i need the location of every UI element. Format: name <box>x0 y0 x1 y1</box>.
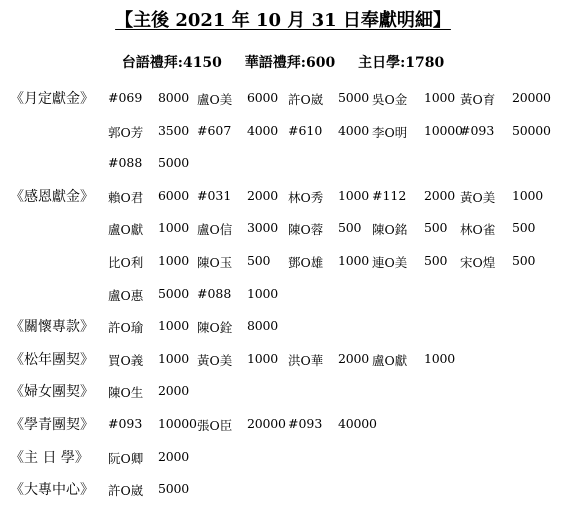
donor-name: 陳O生 <box>108 385 144 401</box>
donor-name: #112 <box>372 187 407 203</box>
donation-amount: 10000 <box>424 122 463 138</box>
stat-taiwanese-service: 台語禮拜:4150 <box>121 55 222 71</box>
donation-amount: 3000 <box>247 220 279 236</box>
donor-name: #069 <box>108 90 143 105</box>
donor-name: 宋O煌 <box>460 255 496 270</box>
donation-amount: 1000 <box>158 318 190 334</box>
donation-amount: 20000 <box>247 416 286 431</box>
offering-line <box>0 88 566 108</box>
donor-name: #607 <box>197 122 232 138</box>
donation-amount: 8000 <box>158 90 190 105</box>
donation-amount: 6000 <box>247 90 279 105</box>
donation-amount: 1000 <box>512 187 544 203</box>
donation-amount: 6000 <box>158 187 190 203</box>
donor-name: #088 <box>108 155 143 171</box>
donation-amount: 5000 <box>158 155 190 171</box>
category-label: 《學青團契》 <box>10 417 94 433</box>
offering-line <box>0 153 566 173</box>
donation-amount: 500 <box>247 253 271 268</box>
offering-line <box>0 316 566 336</box>
donor-name: #093 <box>460 122 495 138</box>
donor-name: 黃O美 <box>197 352 233 368</box>
donation-amount: 1000 <box>424 350 456 366</box>
donor-name: #093 <box>108 416 143 431</box>
donation-amount: 8000 <box>247 318 279 334</box>
donor-name: 阮O卿 <box>108 450 144 466</box>
donation-amount: 5000 <box>158 481 190 497</box>
category-label: 《婦女團契》 <box>10 384 94 401</box>
donation-amount: 3500 <box>158 122 190 138</box>
donor-name: 盧O獻 <box>108 222 144 238</box>
donor-name: 連O美 <box>372 255 408 270</box>
category-label: 《關懷專款》 <box>10 319 94 336</box>
category-label: 《感恩獻金》 <box>10 188 94 205</box>
donor-name: 張O臣 <box>197 418 233 433</box>
donation-amount: 500 <box>424 253 448 268</box>
donor-name: 盧O美 <box>197 92 233 107</box>
offering-line <box>0 349 566 369</box>
offering-line <box>0 447 566 467</box>
donor-name: 許O崴 <box>288 92 324 107</box>
donor-name: 黃O美 <box>460 189 496 205</box>
donor-name: 黃O育 <box>460 92 496 107</box>
donor-name: 李O明 <box>372 124 408 140</box>
donor-name: #031 <box>197 187 232 203</box>
offering-line <box>0 479 566 499</box>
donor-name: 盧O信 <box>197 222 233 238</box>
offering-line <box>0 121 566 141</box>
donation-amount: 2000 <box>247 187 279 203</box>
stat-mandarin-service: 華語禮拜:600 <box>244 55 336 71</box>
attendance-summary <box>0 52 566 72</box>
donor-name: 郭O芳 <box>108 124 144 140</box>
donor-name: 林O秀 <box>288 189 324 205</box>
donation-amount: 1000 <box>247 350 279 366</box>
page-title: 【主後 2021 年 10 月 31 日奉獻明細】 <box>115 10 451 31</box>
category-label: 《大專中心》 <box>10 482 94 499</box>
category-label: 《月定獻金》 <box>10 91 94 107</box>
donor-name: 吳O金 <box>372 92 408 107</box>
donation-amount: 1000 <box>247 285 279 301</box>
donor-name: 許O瑜 <box>108 320 144 336</box>
donation-amount: 4000 <box>338 122 370 138</box>
donor-name: 盧O獻 <box>372 352 408 368</box>
donation-amount: 20000 <box>512 90 551 105</box>
donation-amount: 500 <box>512 220 536 236</box>
donor-name: 許O崴 <box>108 483 144 499</box>
donor-name: 陳O蓉 <box>288 222 324 238</box>
donor-name: 比O利 <box>108 255 144 270</box>
donation-amount: 2000 <box>158 448 190 464</box>
stat-sunday-school: 主日學:1780 <box>358 55 445 71</box>
donation-amount: 1000 <box>158 253 190 268</box>
donation-amount: 4000 <box>247 122 279 138</box>
offering-line <box>0 251 566 271</box>
donor-name: #093 <box>288 416 323 431</box>
donor-name: 林O雀 <box>460 222 496 238</box>
donor-name: 買O義 <box>108 352 144 368</box>
donation-amount: 1000 <box>338 253 370 268</box>
donation-amount: 2000 <box>158 383 190 399</box>
offering-line <box>0 381 566 401</box>
donor-name: #610 <box>288 122 323 138</box>
offering-line <box>0 414 566 434</box>
donation-amount: 5000 <box>338 90 370 105</box>
donation-amount: 1000 <box>338 187 370 203</box>
category-label: 《松年團契》 <box>10 351 94 368</box>
donation-amount: 5000 <box>158 285 190 301</box>
donation-amount: 10000 <box>158 416 197 431</box>
donor-name: 陳O銘 <box>372 222 408 238</box>
donor-name: 鄧O雄 <box>288 255 324 270</box>
donation-amount: 2000 <box>338 350 370 366</box>
donation-amount: 500 <box>424 220 448 236</box>
donation-amount: 50000 <box>512 122 551 138</box>
donor-name: 洪O華 <box>288 352 324 368</box>
donor-name: 盧O惠 <box>108 287 144 303</box>
donation-amount: 2000 <box>424 187 456 203</box>
donor-name: 陳O銓 <box>197 320 233 336</box>
offering-line <box>0 218 566 238</box>
donation-amount: 500 <box>512 253 536 268</box>
donation-amount: 1000 <box>158 220 190 236</box>
offering-line <box>0 284 566 304</box>
donation-amount: 1000 <box>424 90 456 105</box>
donation-amount: 500 <box>338 220 362 236</box>
donor-name: 賴O君 <box>108 189 144 205</box>
offering-line <box>0 186 566 206</box>
donor-name: #088 <box>197 285 232 301</box>
donation-amount: 40000 <box>338 416 377 431</box>
donation-amount: 1000 <box>158 350 190 366</box>
donor-name: 陳O玉 <box>197 255 233 270</box>
category-label: 《主 日 學》 <box>10 449 89 466</box>
